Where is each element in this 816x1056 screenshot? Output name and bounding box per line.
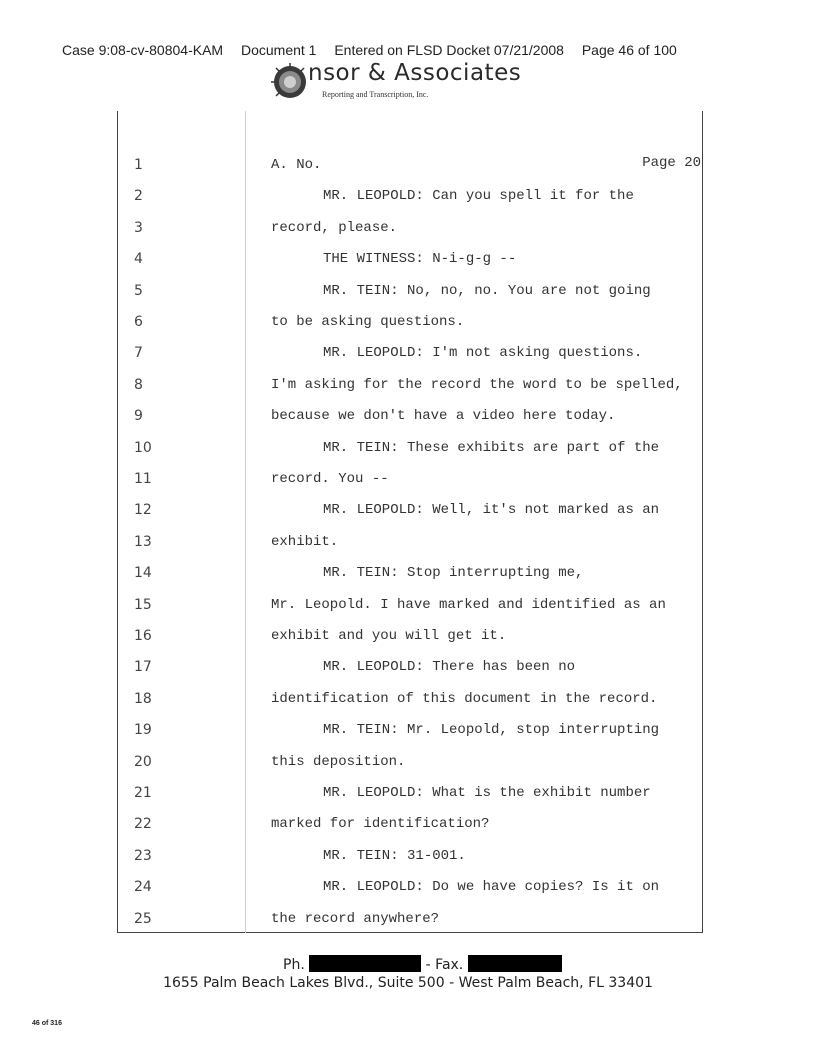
docket-entry: Entered on FLSD Docket 07/21/2008: [334, 42, 564, 58]
line-number: 12: [134, 502, 152, 519]
line-text: this deposition.: [271, 753, 406, 770]
line-number: 14: [134, 565, 152, 582]
transcript-line: [0, 628, 816, 656]
fax-label: - Fax.: [425, 957, 464, 973]
company-name: nsor & Associates: [308, 60, 522, 86]
line-text: A. No.: [271, 157, 322, 173]
line-number: 20: [134, 753, 152, 770]
line-text: exhibit.: [271, 533, 339, 550]
line-text: MR. TEIN: These exhibits are part of the: [323, 439, 660, 456]
line-text: MR. TEIN: Stop interrupting me,: [323, 565, 584, 582]
page-counter: 46 of 316: [32, 1020, 62, 1027]
line-number: 6: [134, 314, 143, 330]
line-text: MR. LEOPOLD: What is the exhibit number: [323, 785, 651, 801]
transcript-line: [0, 848, 816, 876]
transcript-line: [0, 754, 816, 782]
line-text: record. You --: [271, 471, 389, 487]
transcript-line: [0, 471, 816, 499]
transcript-line: [0, 345, 816, 373]
transcript-line: [0, 502, 816, 530]
company-tagline: Reporting and Transcription, Inc.: [322, 90, 429, 99]
redacted-phone: [309, 955, 421, 972]
document-number: Document 1: [240, 42, 317, 58]
transcript-line: [0, 785, 816, 813]
line-text: MR. LEOPOLD: There has been no: [323, 659, 576, 676]
line-number: 2: [134, 188, 143, 205]
line-number: 24: [134, 879, 152, 896]
transcript-line: [0, 283, 816, 311]
line-number: 17: [134, 659, 152, 676]
line-number: 23: [134, 847, 152, 864]
transcript-line: [0, 251, 816, 279]
line-number: 19: [134, 722, 152, 739]
line-text: MR. TEIN: No, no, no. You are not going: [323, 282, 651, 299]
transcript-page-label: Page 20: [642, 155, 701, 171]
line-text: because we don't have a video here today.: [271, 408, 616, 425]
line-text: MR. LEOPOLD: I'm not asking questions.: [323, 345, 643, 362]
case-header: [62, 42, 762, 58]
line-number: 11: [134, 471, 152, 487]
line-text: exhibit and you will get it.: [271, 628, 507, 644]
company-logo: [270, 60, 570, 108]
line-text: marked for identification?: [271, 816, 490, 833]
transcript-line: [0, 534, 816, 562]
line-number: 25: [134, 910, 152, 927]
transcript-line: [0, 879, 816, 907]
line-number: 15: [134, 596, 152, 613]
line-number: 8: [134, 376, 143, 393]
line-text: record, please.: [271, 219, 398, 236]
line-number: 9: [134, 408, 143, 425]
phone-label: Ph.: [283, 957, 305, 973]
line-text: the record anywhere?: [271, 910, 440, 927]
transcript-line: [0, 911, 816, 939]
line-text: THE WITNESS: N-i-g-g --: [323, 251, 517, 268]
transcript-line: [0, 816, 816, 844]
transcript-line: [0, 659, 816, 687]
case-number: Case 9:08-cv-80804-KAM: [62, 42, 224, 58]
transcript-line: [0, 188, 816, 216]
transcript-line: [0, 377, 816, 405]
transcript-line: [0, 565, 816, 593]
line-number: 21: [134, 785, 152, 801]
line-text: to be asking questions.: [271, 314, 465, 330]
line-text: MR. TEIN: 31-001.: [323, 847, 466, 864]
line-text: I'm asking for the record the word to be spelled,: [271, 376, 683, 393]
transcript-line: [0, 722, 816, 750]
line-number: 3: [134, 219, 143, 236]
transcript-line: [0, 157, 816, 185]
line-text: Mr. Leopold. I have marked and identified as an: [271, 596, 666, 613]
redacted-fax: [468, 955, 562, 972]
transcript-line: [0, 597, 816, 625]
transcript-line: [0, 314, 816, 342]
line-text: MR. LEOPOLD: Do we have copies? Is it on: [323, 879, 660, 896]
transcript-line: [0, 440, 816, 468]
line-number: 16: [134, 628, 152, 644]
footer-contact: [283, 955, 562, 973]
line-number: 5: [134, 282, 143, 299]
line-text: MR. LEOPOLD: Well, it's not marked as an: [323, 502, 660, 519]
transcript-line: [0, 408, 816, 436]
line-number: 18: [134, 690, 152, 707]
line-text: MR. LEOPOLD: Can you spell it for the: [323, 188, 634, 205]
line-number: 10: [134, 439, 152, 456]
transcript-line: [0, 691, 816, 719]
footer-address: 1655 Palm Beach Lakes Blvd., Suite 500 - West Palm Beach, FL 33401: [163, 975, 653, 991]
transcript-line: [0, 220, 816, 248]
line-number: 7: [134, 345, 143, 362]
seal-icon: [270, 62, 310, 102]
line-text: MR. TEIN: Mr. Leopold, stop interrupting: [323, 722, 660, 739]
line-number: 22: [134, 816, 152, 833]
line-number: 4: [134, 251, 143, 268]
line-number: 1: [134, 157, 143, 173]
line-number: 13: [134, 533, 152, 550]
line-text: identification of this document in the record.: [271, 690, 658, 707]
page-of-total: Page 46 of 100: [581, 42, 677, 58]
